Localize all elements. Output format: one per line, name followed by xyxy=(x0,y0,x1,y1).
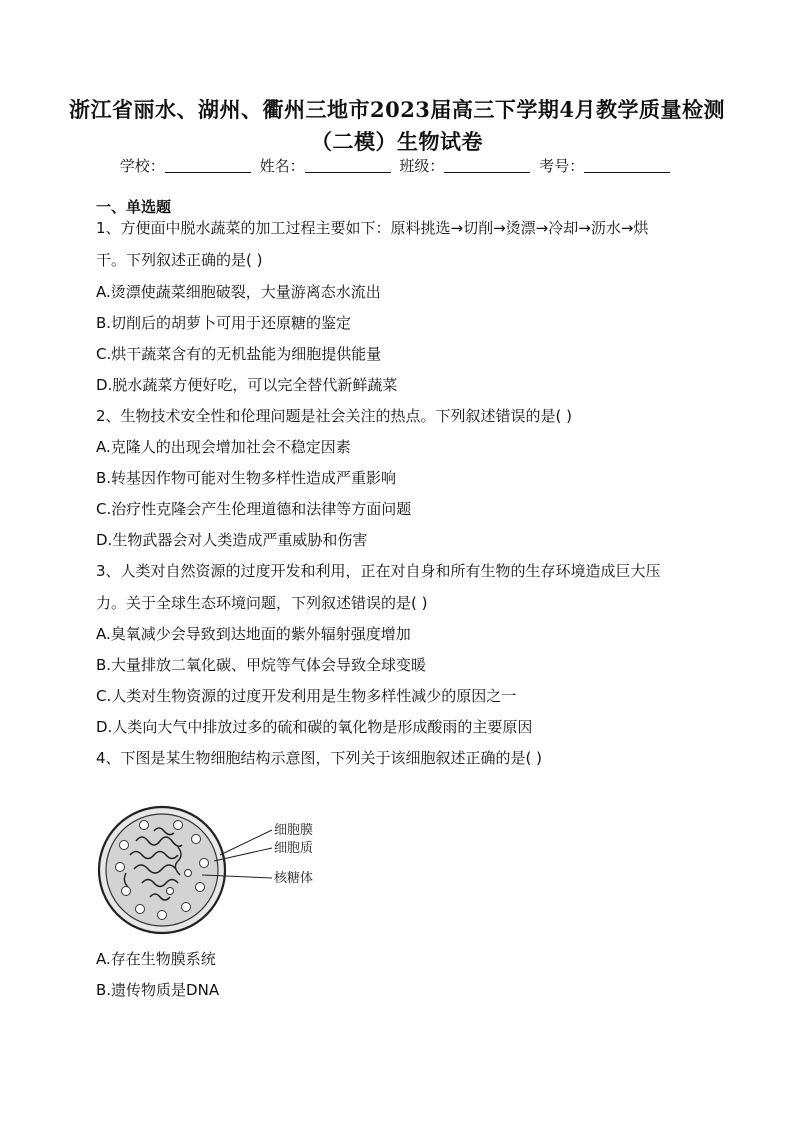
name-field[interactable] xyxy=(305,158,391,173)
name-label: 姓名： xyxy=(259,157,305,175)
q1-option-b: B.切削后的胡萝卜可用于还原糖的鉴定 xyxy=(96,314,352,332)
q3-stem-line-2: 力。关于全球生态环境问题，下列叙述错误的是( ) xyxy=(96,594,428,612)
cell-diagram-figure xyxy=(96,803,356,937)
label-cytoplasm: 细胞质 xyxy=(274,841,314,856)
q1-stem-line-2: 干。下列叙述正确的是( ) xyxy=(96,251,263,269)
school-field[interactable] xyxy=(165,158,251,173)
number-label: 考号： xyxy=(539,157,585,175)
class-field[interactable] xyxy=(444,158,530,173)
label-cell-membrane: 细胞膜 xyxy=(274,823,314,838)
q2-stem: 2、生物技术安全性和伦理问题是社会关注的热点。下列叙述错误的是( ) xyxy=(96,407,573,425)
q2-option-b: B.转基因作物可能对生物多样性造成严重影响 xyxy=(96,469,397,487)
q2-option-d: D.生物武器会对人类造成严重威胁和伤害 xyxy=(96,531,368,549)
q1-option-a: A.烫漂使蔬菜细胞破裂，大量游离态水流出 xyxy=(96,283,381,301)
label-ribosome: 核糖体 xyxy=(274,871,314,886)
q3-option-c: C.人类对生物资源的过度开发利用是生物多样性减少的原因之一 xyxy=(96,687,517,705)
q1-option-d: D.脱水蔬菜方便好吃，可以完全替代新鲜蔬菜 xyxy=(96,376,398,394)
page-title-line-1: 浙江省丽水、湖州、衢州三地市2023届高三下学期4月教学质量检测 xyxy=(68,97,726,122)
q3-option-a: A.臭氧减少会导致到达地面的紫外辐射强度增加 xyxy=(96,625,411,643)
q3-option-b: B.大量排放二氧化碳、甲烷等气体会导致全球变暖 xyxy=(96,656,427,674)
q2-option-c: C.治疗性克隆会产生伦理道德和法律等方面问题 xyxy=(96,500,412,518)
q3-option-d: D.人类向大气中排放过多的硫和碳的氧化物是形成酸雨的主要原因 xyxy=(96,718,533,736)
q2-option-a: A.克隆人的出现会增加社会不稳定因素 xyxy=(96,438,351,456)
cell-illustration xyxy=(99,807,225,933)
q4-option-b: B.遗传物质是DNA xyxy=(96,981,220,999)
q1-option-c: C.烘干蔬菜含有的无机盐能为细胞提供能量 xyxy=(96,345,382,363)
number-field[interactable] xyxy=(584,158,670,173)
section-heading: 一、单选题 xyxy=(96,198,172,216)
q3-stem-line-1: 3、人类对自然资源的过度开发和利用，正在对自身和所有生物的生存环境造成巨大压 xyxy=(96,562,661,580)
q1-stem-line-1: 1、方便面中脱水蔬菜的加工过程主要如下：原料挑选→切削→烫漂→冷却→沥水→烘 xyxy=(96,219,649,237)
page-title-line-2: （二模）生物试卷 xyxy=(311,129,483,154)
school-label: 学校： xyxy=(119,157,165,175)
student-info-row xyxy=(0,155,794,176)
q4-option-a: A.存在生物膜系统 xyxy=(96,950,216,968)
class-label: 班级： xyxy=(399,157,445,175)
q4-stem: 4、下图是某生物细胞结构示意图，下列关于该细胞叙述正确的是( ) xyxy=(96,749,543,767)
